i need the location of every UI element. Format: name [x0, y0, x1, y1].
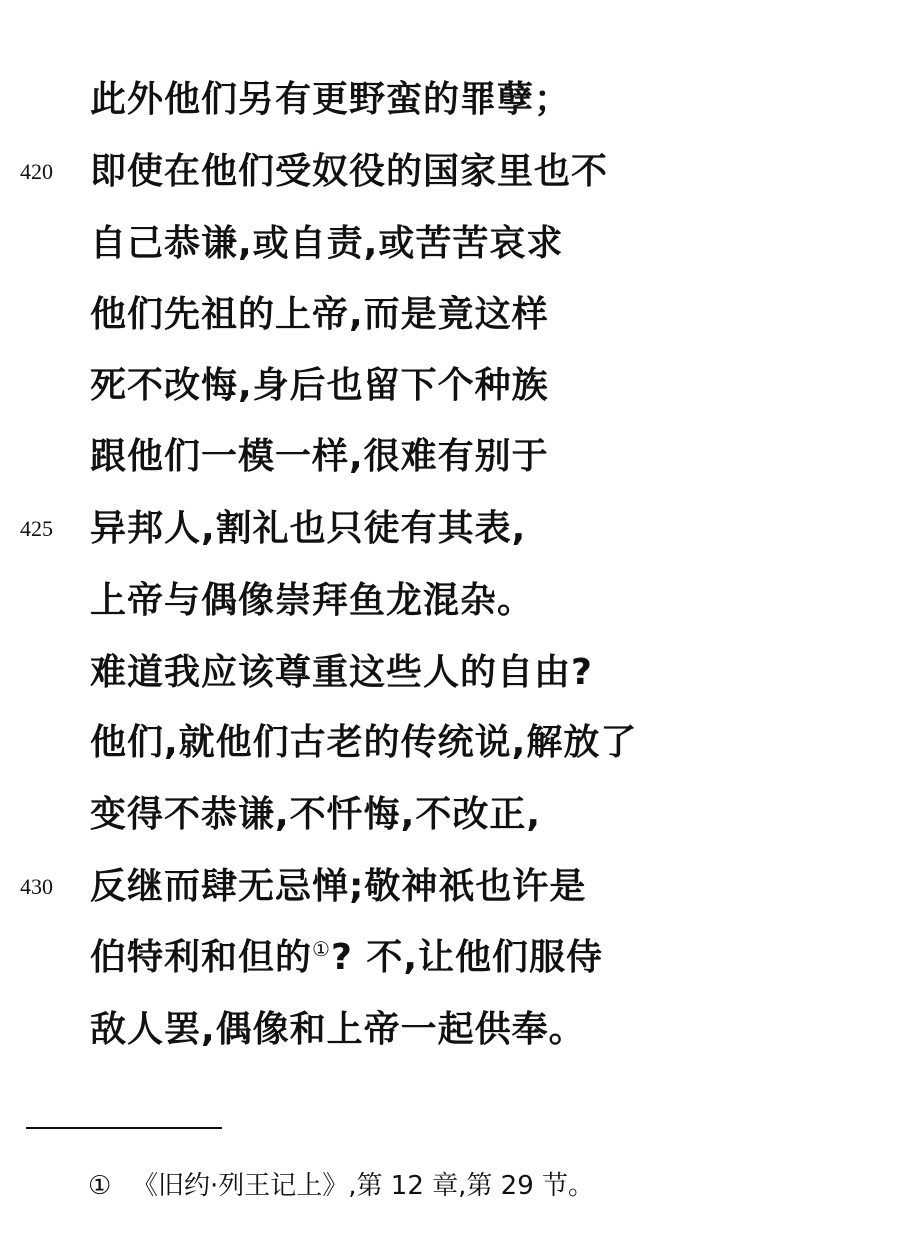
verse-line: 敌人罢,偶像和上帝一起供奉。	[90, 1009, 586, 1050]
line-number: 430	[20, 874, 53, 899]
footnote-reference[interactable]: ①	[312, 937, 331, 961]
footnote-divider	[26, 1127, 222, 1129]
verse-line: 自己恭谦,或自责,或苦苦哀求	[90, 223, 564, 264]
verse-line: 反继而肆无忌惮;敬神祇也许是	[90, 866, 587, 907]
verse-line: 此外他们另有更野蛮的罪孽；	[90, 79, 572, 120]
verse-text: 伯特利和但的	[90, 937, 313, 978]
verse-line	[90, 936, 603, 980]
footnote	[88, 1168, 594, 1204]
verse-line: 他们先祖的上帝,而是竟这样	[90, 294, 549, 335]
footnote-text: 《旧约·列王记上》,第 12 章,第 29 节。	[132, 1171, 595, 1201]
line-number: 420	[20, 159, 53, 184]
verse-line: 异邦人,割礼也只徒有其表,	[90, 508, 527, 549]
verse-text: ? 不,让他们服侍	[330, 937, 604, 978]
verse-line: 变得不恭谦,不忏悔,不改正,	[90, 794, 542, 835]
verse-line: 难道我应该尊重这些人的自由?	[90, 652, 593, 693]
verse-line: 死不改悔,身后也留下个种族	[90, 365, 549, 406]
footnote-marker: ①	[88, 1171, 112, 1201]
verse-line: 即使在他们受奴役的国家里也不	[90, 151, 609, 192]
verse-line: 上帝与偶像崇拜鱼龙混杂。	[90, 580, 535, 621]
verse-line: 他们,就他们古老的传统说,解放了	[90, 722, 638, 763]
verse-line: 跟他们一模一样,很难有别于	[90, 436, 549, 477]
line-number: 425	[20, 516, 53, 541]
